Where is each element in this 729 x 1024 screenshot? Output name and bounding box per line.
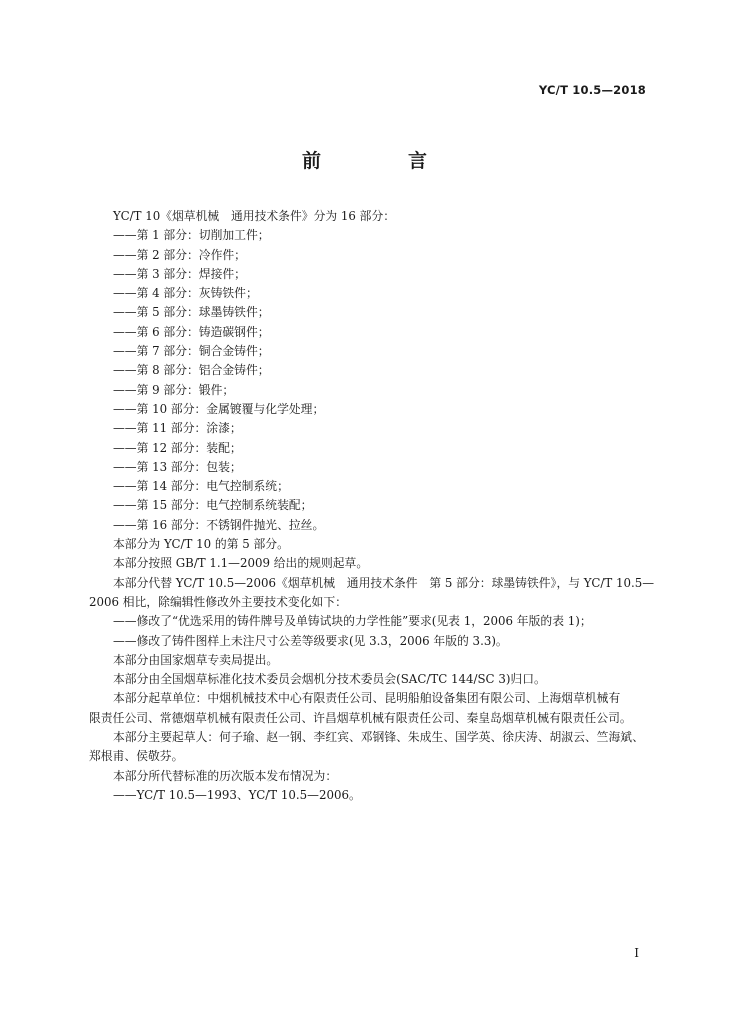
drafting-units-paragraph xyxy=(89,689,655,728)
replaces-paragraph xyxy=(89,574,655,613)
drafting-units-line-1: 本部分起草单位：中烟机械技术中心有限责任公司、昆明船舶设备集团有限公司、上海烟草机械有 xyxy=(113,691,621,706)
change-item-2: ——修改了铸件图样上未注尺寸公差等级要求(见 3.3，2006 年版的 3.3)。 xyxy=(113,633,508,648)
history-item: ——YC/T 10.5—1993、YC/T 10.5—2006。 xyxy=(113,787,361,802)
history-paragraph: 本部分所代替标准的历次版本发布情况为： xyxy=(113,768,338,783)
change-item-1: ——修改了“优选采用的铸件牌号及单铸试块的力学性能”要求(见表 1，2006 年版的表 1)； xyxy=(113,614,592,629)
list-item: ——第 2 部分：冷作件； xyxy=(113,247,246,262)
list-item: ——第 3 部分：焊接件； xyxy=(113,266,246,281)
standard-code: YC/T 10.5—2018 xyxy=(538,83,646,97)
replaces-line-1: 本部分代替 YC/T 10.5—2006《烟草机械 通用技术条件 第 5 部分：球墨铸铁件》，与 YC/T 10.5— xyxy=(113,575,655,590)
list-item: ——第 5 部分：球墨铸铁件； xyxy=(113,305,270,320)
page-title: 前 言 xyxy=(301,150,461,172)
this-part-paragraph: 本部分为 YC/T 10 的第 5 部分。 xyxy=(113,537,289,552)
list-item: ——第 11 部分：涂漆； xyxy=(113,421,242,436)
foreword-body xyxy=(89,207,655,805)
list-item: ——第 12 部分：装配； xyxy=(113,440,242,455)
proposed-by-paragraph: 本部分由国家烟草专卖局提出。 xyxy=(113,652,279,667)
list-item: ——第 4 部分：灰铸铁件； xyxy=(113,286,258,301)
replaces-line-2: 2006 相比，除编辑性修改外主要技术变化如下： xyxy=(89,594,347,609)
list-item: ——第 9 部分：锻件； xyxy=(113,382,235,397)
list-item: ——第 13 部分：包装； xyxy=(113,459,242,474)
parts-list xyxy=(89,226,655,535)
list-item: ——第 15 部分：电气控制系统装配； xyxy=(113,498,313,513)
drafting-units-line-2: 限责任公司、常德烟草机械有限责任公司、许昌烟草机械有限责任公司、秦皇岛烟草机械有限责任公司。 xyxy=(89,710,632,725)
list-item: ——第 7 部分：铜合金铸件； xyxy=(113,344,270,359)
intro-paragraph: YC/T 10《烟草机械 通用技术条件》分为 16 部分： xyxy=(113,209,396,223)
list-item: ——第 16 部分：不锈钢件抛光、拉丝。 xyxy=(113,517,325,532)
list-item: ——第 1 部分：切削加工件； xyxy=(113,228,270,243)
drafters-line-1: 本部分主要起草人：何子瑜、赵一钢、李红宾、邓钢锋、朱成生、国学英、徐庆涛、胡淑云、竺海斌、 xyxy=(113,730,644,745)
list-item: ——第 10 部分：金属镀覆与化学处理； xyxy=(113,401,325,416)
drafters-line-2: 郑根甫、侯敬芬。 xyxy=(89,749,184,764)
under-paragraph: 本部分由全国烟草标准化技术委员会烟机分技术委员会(SAC/TC 144/SC 3)归口。 xyxy=(113,672,546,687)
list-item: ——第 8 部分：铝合金铸件； xyxy=(113,363,270,378)
page-number: I xyxy=(634,946,639,960)
list-item: ——第 6 部分：铸造碳钢件； xyxy=(113,324,270,339)
drafting-rules-paragraph: 本部分按照 GB/T 1.1—2009 给出的规则起草。 xyxy=(113,556,369,571)
drafters-paragraph xyxy=(89,728,655,767)
list-item: ——第 14 部分：电气控制系统； xyxy=(113,479,289,494)
